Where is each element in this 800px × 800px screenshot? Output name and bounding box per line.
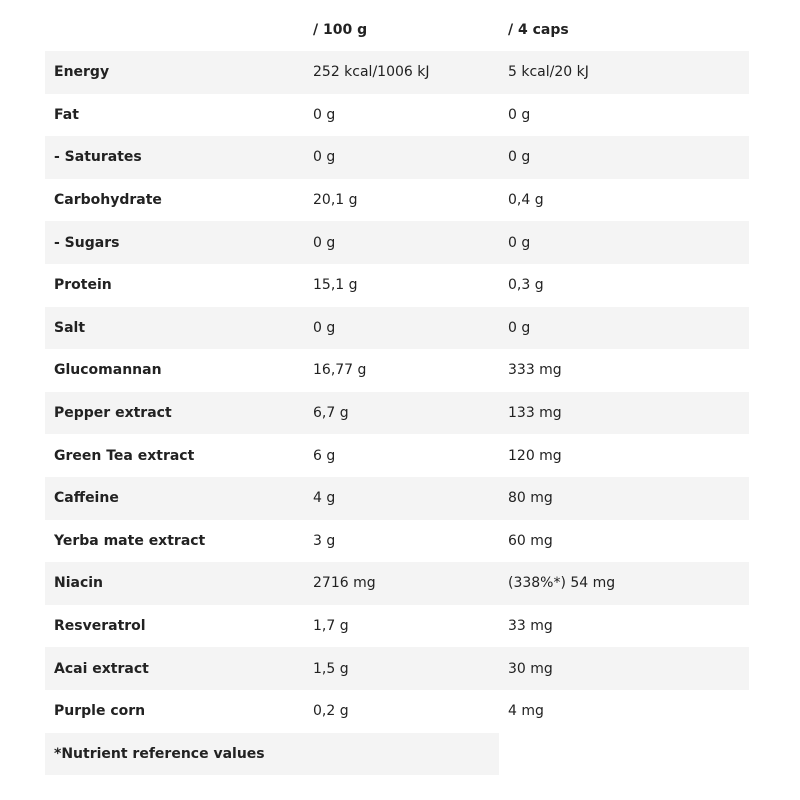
nutrient-name: Fat — [54, 106, 79, 123]
value-per-serving: (338%*) 54 mg — [508, 575, 616, 592]
value-per-serving: 4 mg — [508, 703, 544, 720]
nutrient-name: Resveratrol — [54, 618, 146, 635]
nutrient-name: Yerba mate extract — [54, 532, 206, 549]
nutrient-name: Energy — [54, 64, 110, 81]
value-per-100g: 3 g — [313, 532, 336, 549]
nutrient-name: Salt — [54, 319, 86, 336]
value-per-serving: 80 mg — [508, 490, 553, 507]
value-per-serving: 0 g — [508, 106, 531, 123]
value-per-100g: 2716 mg — [313, 575, 376, 592]
nutrient-name: Acai extract — [54, 660, 149, 677]
table-row — [45, 520, 749, 563]
table-row — [45, 94, 749, 137]
value-per-serving: 33 mg — [508, 618, 553, 635]
value-per-serving: 120 mg — [508, 447, 562, 464]
header-per-100g: / 100 g — [313, 22, 368, 38]
value-per-100g: 20,1 g — [313, 192, 358, 209]
nutrient-name: Caffeine — [54, 490, 119, 507]
table-row — [45, 264, 749, 307]
value-per-serving: 333 mg — [508, 362, 562, 379]
table-row — [45, 51, 749, 94]
value-per-serving: 60 mg — [508, 532, 553, 549]
nutrition-table — [45, 9, 749, 775]
value-per-100g: 0 g — [313, 106, 336, 123]
value-per-serving: 0 g — [508, 234, 531, 251]
nutrient-name: Glucomannan — [54, 362, 162, 379]
value-per-serving: 133 mg — [508, 405, 562, 422]
value-per-100g: 1,5 g — [313, 660, 349, 677]
value-per-100g: 4 g — [313, 490, 336, 507]
nutrient-name: Purple corn — [54, 703, 146, 720]
table-row — [45, 307, 749, 350]
nutrient-name: Carbohydrate — [54, 192, 162, 209]
table-row — [45, 477, 749, 520]
value-per-100g: 6,7 g — [313, 405, 349, 422]
nutrient-name: - Saturates — [54, 149, 142, 166]
table-row — [45, 690, 749, 733]
table-row — [45, 136, 749, 179]
value-per-100g: 16,77 g — [313, 362, 367, 379]
value-per-serving: 0,3 g — [508, 277, 544, 294]
table-row — [45, 179, 749, 222]
value-per-100g: 1,7 g — [313, 618, 349, 635]
value-per-100g: 15,1 g — [313, 277, 358, 294]
value-per-100g: 0 g — [313, 234, 336, 251]
table-row — [45, 221, 749, 264]
value-per-100g: 0,2 g — [313, 703, 349, 720]
nutrient-name: - Sugars — [54, 234, 120, 251]
value-per-100g: 0 g — [313, 319, 336, 336]
nutrient-name: Niacin — [54, 575, 104, 592]
table-row — [45, 392, 749, 435]
value-per-serving: 0 g — [508, 319, 531, 336]
table-header-row — [45, 9, 749, 51]
nutrient-name: Green Tea extract — [54, 447, 195, 464]
value-per-100g: 252 kcal/1006 kJ — [313, 64, 430, 81]
table-row — [45, 434, 749, 477]
footnote-row — [45, 733, 499, 776]
value-per-serving: 5 kcal/20 kJ — [508, 64, 589, 81]
footnote-text: *Nutrient reference values — [54, 745, 265, 762]
value-per-serving: 0,4 g — [508, 192, 544, 209]
value-per-serving: 30 mg — [508, 660, 553, 677]
nutrient-name: Pepper extract — [54, 405, 172, 422]
table-row — [45, 605, 749, 648]
nutrient-name: Protein — [54, 277, 112, 294]
value-per-100g: 6 g — [313, 447, 336, 464]
table-row — [45, 647, 749, 690]
table-row — [45, 562, 749, 605]
value-per-100g: 0 g — [313, 149, 336, 166]
value-per-serving: 0 g — [508, 149, 531, 166]
header-per-serving: / 4 caps — [508, 22, 569, 38]
table-row — [45, 349, 749, 392]
